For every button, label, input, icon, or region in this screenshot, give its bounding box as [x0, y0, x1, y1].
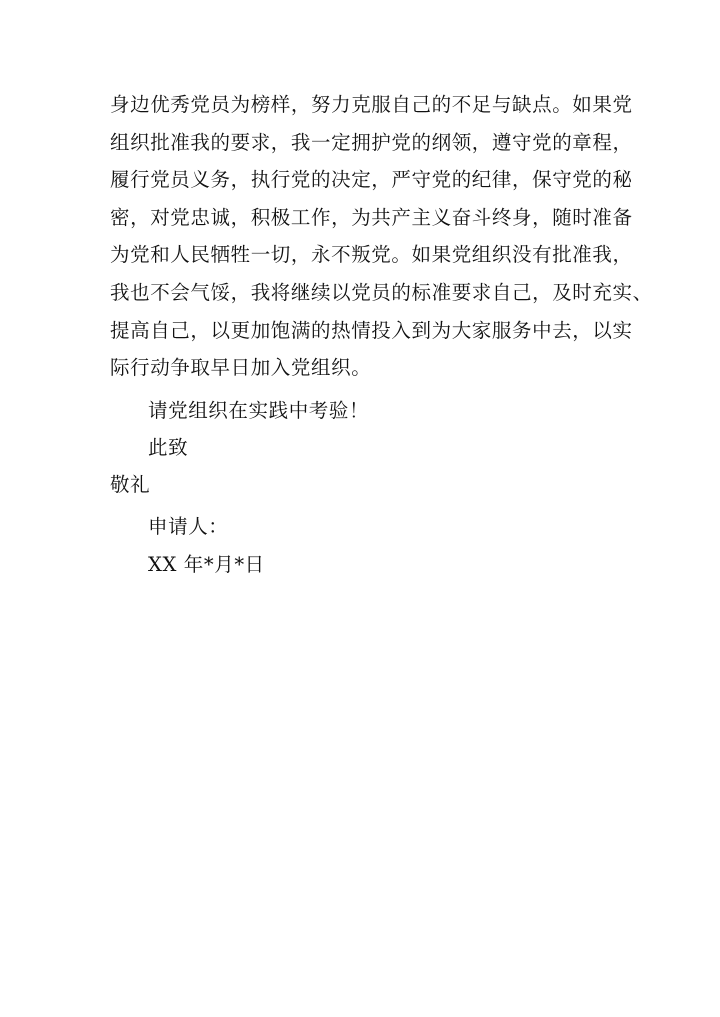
- body-line: 履行党员义务，执行党的决定，严守党的纪律，保守党的秘: [110, 168, 633, 192]
- body-line: 为党和人民牺牲一切，永不叛党。如果党组织没有批准我，: [110, 243, 633, 267]
- body-line: 际行动争取早日加入党组织。: [110, 356, 372, 380]
- body-paragraph: [110, 86, 653, 387]
- body-line: 提高自己，以更加饱满的热情投入到为大家服务中去，以实: [110, 318, 633, 342]
- applicant-label: 申请人：: [148, 515, 229, 538]
- date-line: XX 年*月*日: [148, 553, 265, 576]
- closing-greeting: 此致: [148, 436, 189, 459]
- closing-salute: 敬礼: [110, 473, 151, 496]
- body-line: 组织批准我的要求，我一定拥护党的纲领，遵守党的章程，: [110, 130, 633, 154]
- body-line: 密，对党忠诚，积极工作，为共产主义奋斗终身，随时准备: [110, 205, 633, 229]
- request-line: 请党组织在实践中考验！: [148, 399, 370, 422]
- body-line: 身边优秀党员为榜样，努力克服自己的不足与缺点。如果党: [110, 93, 633, 116]
- body-line: 我也不会气馁，我将继续以党员的标准要求自己，及时充实、: [110, 280, 653, 304]
